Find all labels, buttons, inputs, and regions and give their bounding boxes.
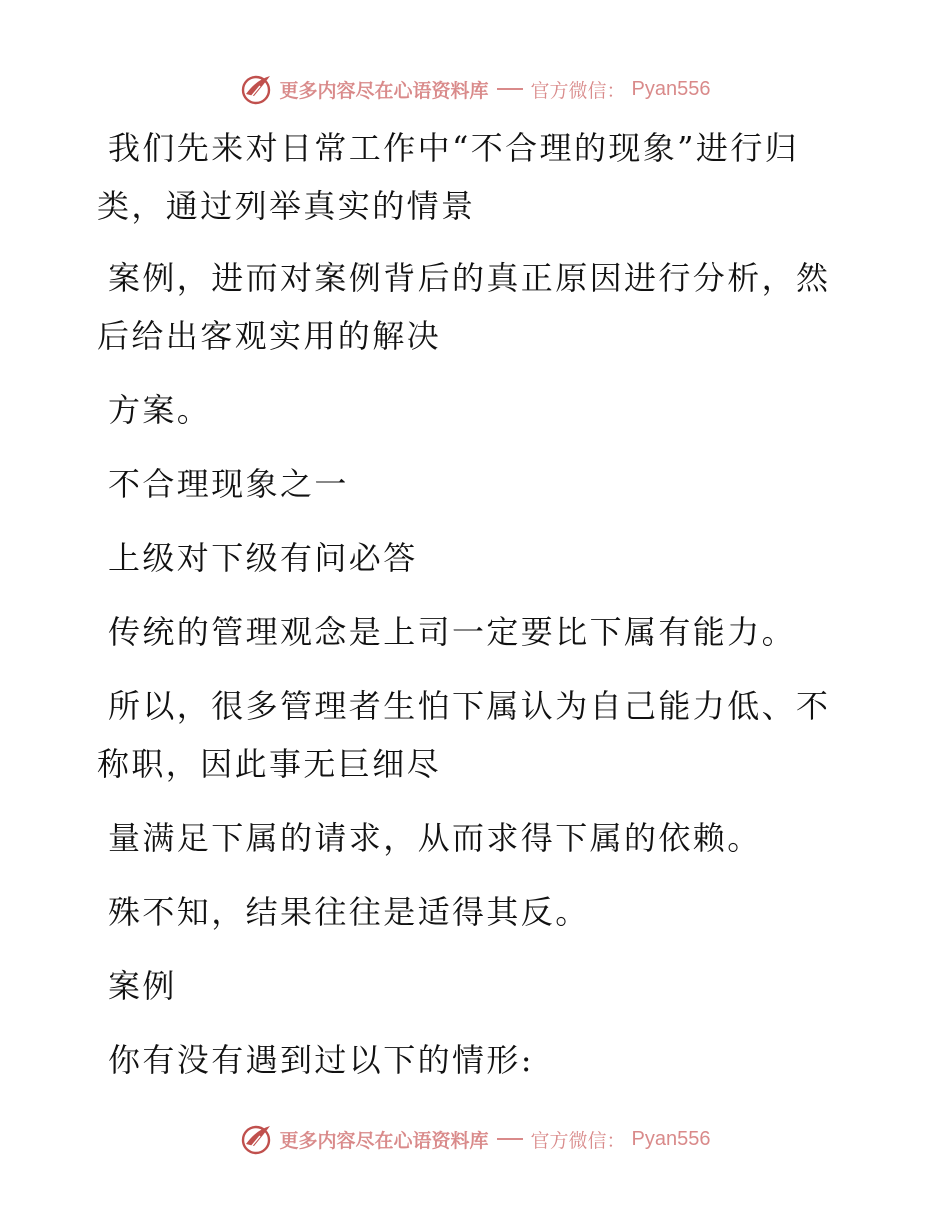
paragraph-line: 殊不知，结果往往是适得其反。 [108, 893, 590, 931]
watermark-dash [497, 1138, 523, 1140]
paragraph-line: 后给出客观实用的解决 [97, 317, 442, 355]
paragraph-line: 案例，进而对案例背后的真正原因进行分析，然 [108, 259, 831, 297]
section-heading: 案例 [108, 967, 177, 1005]
paragraph-line: 你有没有遇到过以下的情形: [108, 1041, 534, 1079]
watermark-wechat-id: Pyan556 [631, 77, 711, 100]
header-watermark [0, 72, 950, 106]
section-subheading: 上级对下级有问必答 [108, 539, 418, 577]
paragraph-line: 所以，很多管理者生怕下属认为自己能力低、不 [108, 687, 831, 725]
watermark-text: 更多内容尽在心语资料库 [279, 79, 489, 102]
paragraph-line: 量满足下属的请求，从而求得下属的依赖。 [108, 819, 762, 857]
paragraph-line: 我们先来对日常工作中“不合理的现象”进行归 [108, 129, 800, 167]
section-heading: 不合理现象之一 [108, 465, 349, 503]
watermark-dash [497, 88, 523, 90]
watermark-wechat-label: 官方微信： [530, 79, 626, 102]
footer-watermark [0, 1122, 950, 1156]
paragraph-line: 称职，因此事无巨细尽 [97, 745, 442, 783]
watermark-wechat-label: 官方微信： [530, 1129, 626, 1152]
watermark-text: 更多内容尽在心语资料库 [279, 1129, 489, 1152]
quill-logo-icon [240, 1122, 274, 1156]
quill-logo-icon [240, 72, 274, 106]
paragraph-line: 传统的管理观念是上司一定要比下属有能力。 [108, 613, 797, 651]
paragraph-line: 类，通过列举真实的情景 [97, 187, 476, 225]
paragraph-line: 方案。 [108, 391, 212, 429]
watermark-wechat-id: Pyan556 [631, 1127, 711, 1150]
